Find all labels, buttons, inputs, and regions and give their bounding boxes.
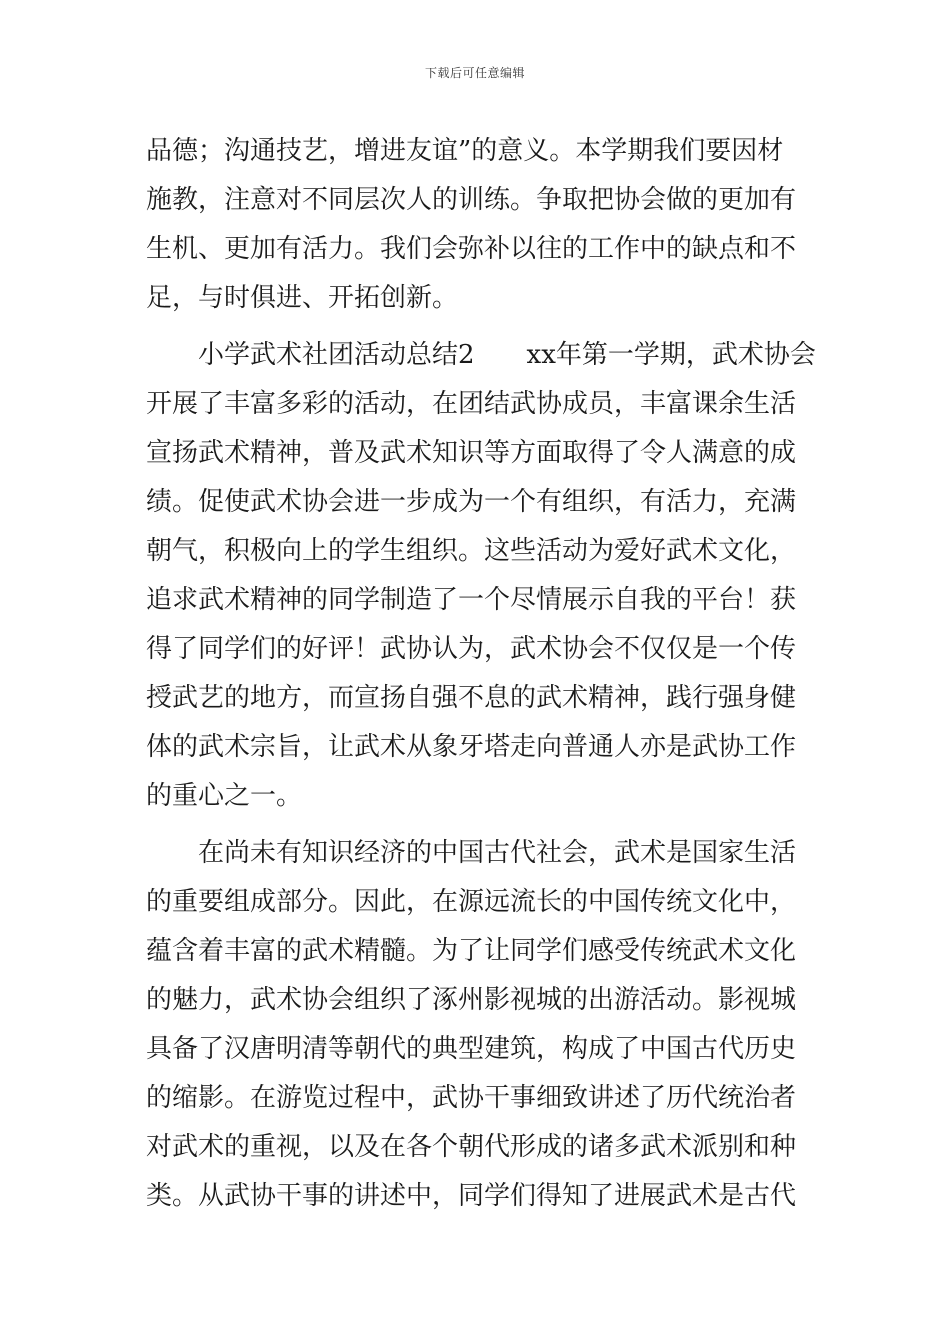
text-line: 在尚未有知识经济的中国古代社会，武术是国家生活 bbox=[198, 838, 797, 868]
paragraph-1 bbox=[146, 127, 808, 323]
text-line: 生机、更加有活力。我们会弥补以往的工作中的缺点和不 bbox=[146, 234, 797, 264]
text-line: 蕴含着丰富的武术精髓。为了让同学们感受传统武术文化 bbox=[146, 936, 797, 966]
text-line: 授武艺的地方，而宣扬自强不息的武术精神，践行强身健 bbox=[146, 683, 797, 713]
text-line: 对武术的重视，以及在各个朝代形成的诸多武术派别和种 bbox=[146, 1132, 797, 1162]
paragraph-2 bbox=[146, 331, 816, 821]
text-line: 体的武术宗旨，让武术从象牙塔走向普通人亦是武协工作 bbox=[146, 732, 797, 762]
text-line: 的重要组成部分。因此，在源远流长的中国传统文化中， bbox=[146, 887, 797, 917]
text-line: 足，与时俱进、开拓创新。 bbox=[146, 283, 459, 313]
text-line: 施教，注意对不同层次人的训练。争取把协会做的更加有 bbox=[146, 185, 797, 215]
text-line: 具备了汉唐明清等朝代的典型建筑，构成了中国古代历史 bbox=[146, 1034, 797, 1064]
paragraph-3 bbox=[146, 829, 808, 1221]
text-line: 类。从武协干事的讲述中，同学们得知了进展武术是古代 bbox=[146, 1181, 797, 1211]
text-line: 朝气，积极向上的学生组织。这些活动为爱好武术文化， bbox=[146, 536, 797, 566]
text-line: 绩。促使武术协会进一步成为一个有组织，有活力，充满 bbox=[146, 487, 797, 517]
text-line: 品德；沟通技艺，增进友谊”的意义。本学期我们要因材 bbox=[146, 136, 784, 166]
text-line: 宣扬武术精神，普及武术知识等方面取得了令人满意的成 bbox=[146, 438, 797, 468]
text-line: 小学武术社团活动总结2 xx年第一学期，武术协会 bbox=[198, 340, 816, 370]
text-line: 的魅力，武术协会组织了涿州影视城的出游活动。影视城 bbox=[146, 985, 797, 1015]
text-line: 的缩影。在游览过程中，武协干事细致讲述了历代统治者 bbox=[146, 1083, 797, 1113]
document-body bbox=[146, 127, 816, 1221]
page-header: 下载后可任意编辑 bbox=[424, 66, 525, 80]
text-line: 得了同学们的好评！武协认为，武术协会不仅仅是一个传 bbox=[146, 634, 797, 664]
text-line: 的重心之一。 bbox=[146, 781, 303, 811]
text-line: 追求武术精神的同学制造了一个尽情展示自我的平台！获 bbox=[146, 585, 797, 615]
text-line: 开展了丰富多彩的活动，在团结武协成员，丰富课余生活 bbox=[146, 389, 797, 419]
